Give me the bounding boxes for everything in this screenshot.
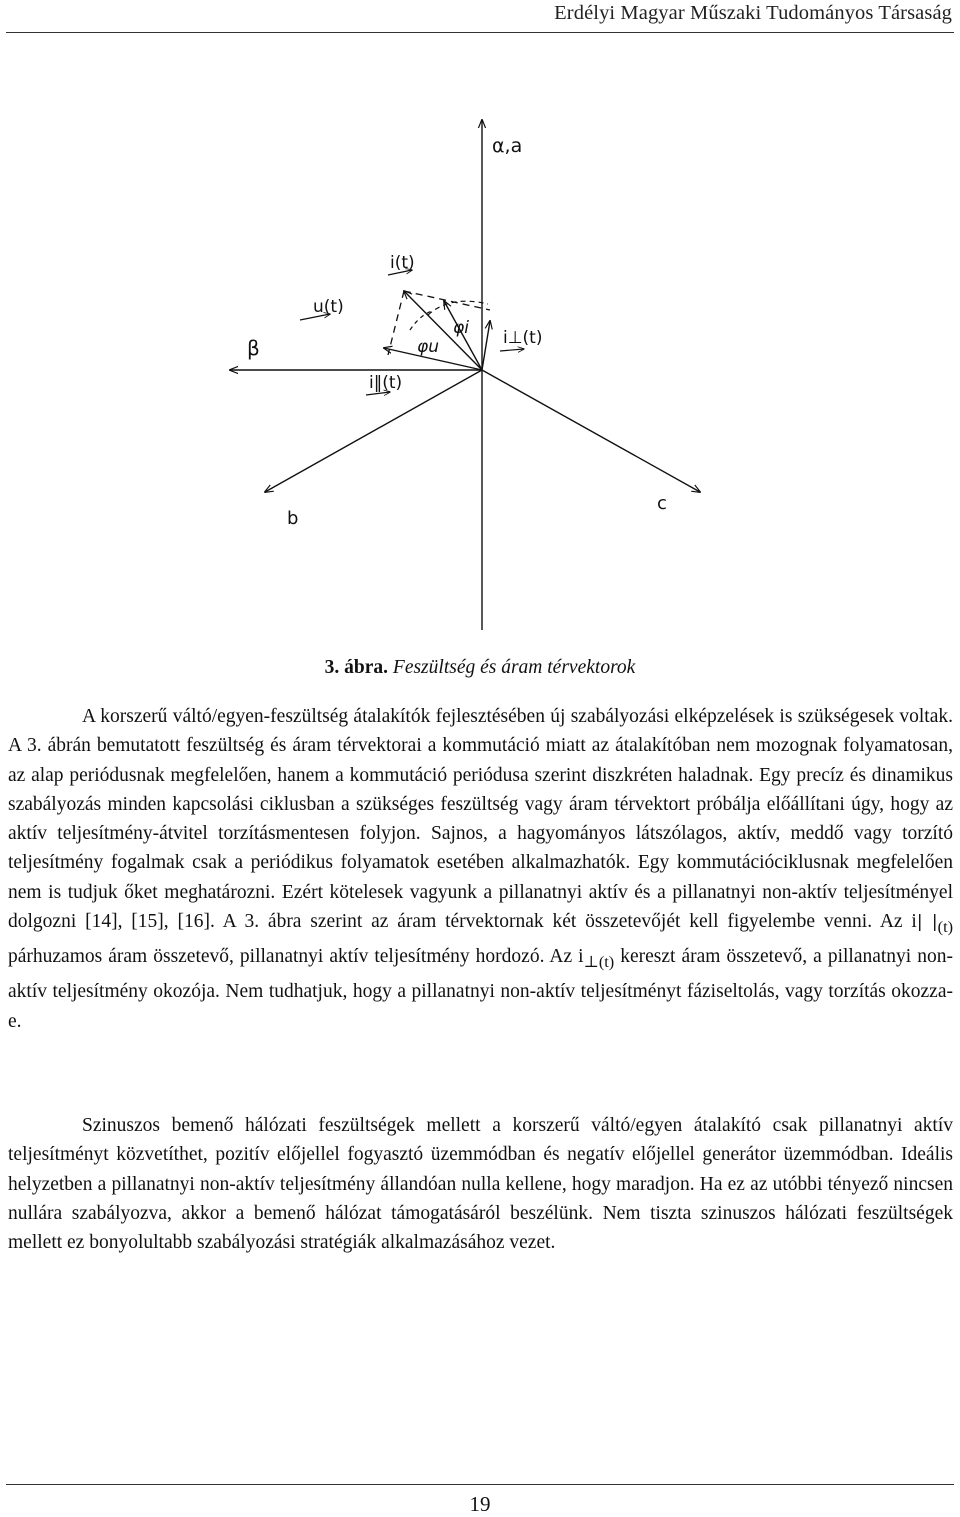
label-b: b: [287, 508, 299, 529]
label-i-par-t: i‖(t): [369, 373, 403, 393]
paragraph-1-part-a: A korszerű váltó/egyen-feszültség átalakítók fejlesztésében új szabályozási elképzelések is szükségesek voltak. A 3. ábrán bemutatott feszültség és áram térvektorai a kommutáció miatt az átalakítóban nem mozognak folyamatosan, az alap periódusnak megfelelően, hanem a kommutáció periódusa szerint diszkréten haladnak. Egy precíz és dinamikus szabályozás minden kapcsolási ciklusban a szükséges feszültség vagy áram térvektort próbálja előállítani úgy, hogy az aktív teljesítmény-átvitel torzításmentesen folyjon. Sajnos, a hagyományos látszólagos, aktív, meddő vagy torzító teljesítmény fogalmak csak a periódikus folyamatok esetében alkalmazhatók. Egy kommutációciklusnak megfelelően nem is tudjuk őket meghatározni. Ezért kötelesek vagyunk a pillanatnyi aktív és a pillanatnyi non-aktív teljesítményel dolgozni [14], [15], [16]. A 3. ábra szerint az áram térvektornak két összetevőjét kell figyelembe venni. Az i: [8, 706, 953, 933]
paragraph-1-part-b: párhuzamos áram összetevő, pillanatnyi aktív teljesítmény hordozó. Az i: [8, 946, 584, 968]
space-vector-diagram: [0, 100, 960, 640]
label-alpha-a: α,a: [492, 135, 523, 157]
header-rule: [6, 32, 954, 33]
label-i-perp-t: i⊥(t): [503, 328, 543, 348]
page-number: 19: [469, 1492, 491, 1516]
parallel-symbol: | |: [916, 912, 938, 933]
perpendicular-current-vector: [482, 321, 490, 370]
label-i-t: i(t): [390, 253, 415, 273]
body-paragraph-1: [8, 702, 953, 1036]
footer-rule: [6, 1484, 954, 1485]
label-phi-u: φu: [417, 337, 439, 357]
parallel-subscript: (t): [937, 917, 953, 936]
caption-number: 3. ábra.: [324, 657, 389, 678]
figure-caption: [0, 657, 960, 679]
label-beta: β: [247, 336, 260, 360]
caption-text: Feszültség és áram térvektorok: [392, 657, 636, 678]
label-phi-i: φi: [453, 318, 469, 338]
c-axis: [482, 370, 700, 492]
paragraph-2-text: Szinuszos bemenő hálózati feszültségek mellett a korszerű váltó/egyen átalakító csak pillanatnyi aktív teljesítményt közvetíthet, pozitív előjellel fogyasztó üzemmódban és negatív előjellel generátor üzemmódban. Ideális helyzetben a pillanatnyi non-aktív teljesítmény állandóan nulla kellene, hogy maradjon. Ha ez az utóbbi tényező nincsen nullára szabályozva, akkor a bemenő hálózat támogatásáról beszélünk. Nem tiszta szinuszos hálózati feszültségek mellett ez bonyolultabb szabályozási stratégiák alkalmazásához vezet.: [8, 1115, 953, 1254]
vector-arrow-i-perp: [500, 349, 524, 351]
projection-line: [388, 291, 404, 355]
perpendicular-subscript: ⊥(t): [583, 953, 615, 972]
running-header: Erdélyi Magyar Műszaki Tudományos Társaság: [554, 2, 952, 24]
label-u-t: u(t): [313, 297, 344, 317]
label-c: c: [657, 493, 667, 514]
paragraph-1-part-c: kereszt áram összetevő, a pillanatnyi non-aktív teljesítmény okozója. Nem tudhatjuk, hogy a pillanatnyi non-aktív teljesítményt fáziseltolás, vagy torzítás okozza-e.: [8, 946, 953, 1032]
body-paragraph-2: [8, 1111, 953, 1257]
current-vector: [404, 291, 482, 370]
